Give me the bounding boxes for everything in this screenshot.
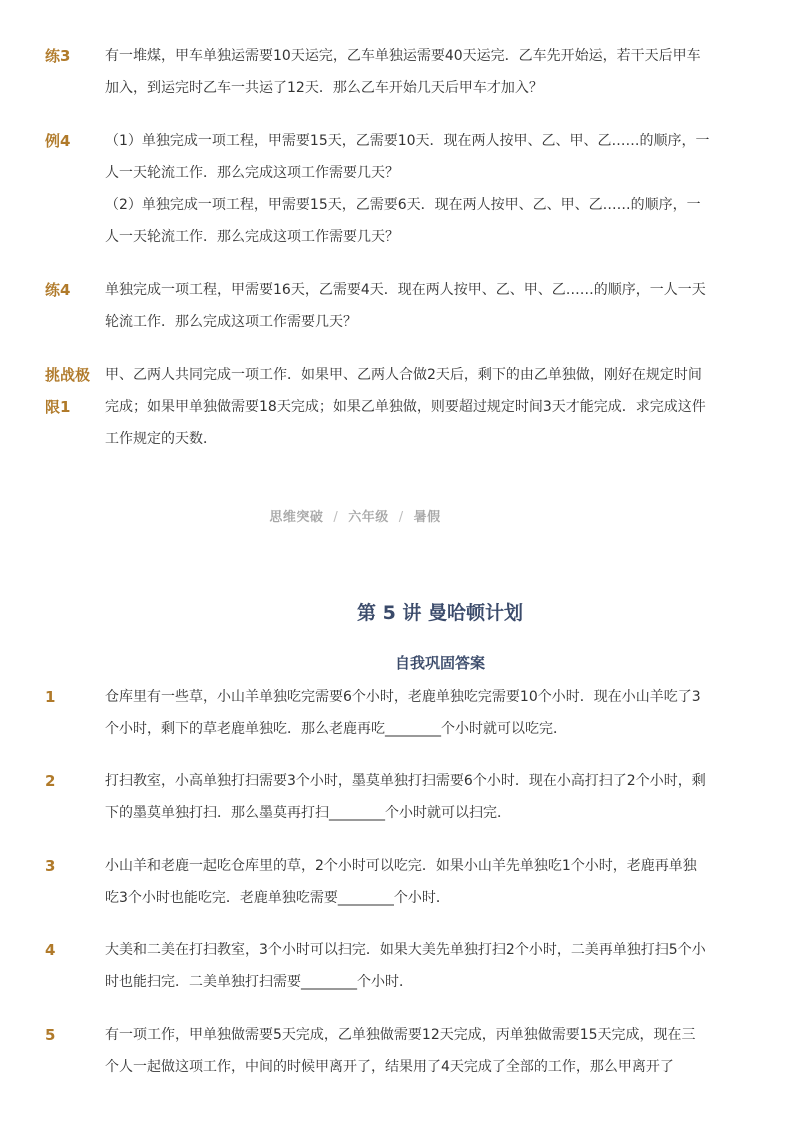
answer-number: 5 [45, 1026, 56, 1044]
problem-label: 例4 [45, 132, 71, 150]
problem-label-line: 挑战极 [45, 366, 91, 384]
footer-course: 思维突破 [269, 510, 324, 525]
problem-line: （2）单独完成一项工程，甲需要15天，乙需要6天．现在两人按甲、乙、甲、乙……的顺序，一 [105, 197, 701, 213]
problem-line: 轮流工作．那么完成这项工作需要几天？ [105, 314, 357, 330]
answer-text [105, 934, 715, 998]
problem-label: 练4 [45, 281, 71, 299]
answer-line: 个人一起做这项工作，中间的时候甲离开了，结果用了4天完成了全部的工作，那么甲离开了 [105, 1059, 674, 1075]
page-footer [0, 506, 710, 525]
answer-text [105, 850, 715, 914]
footer-separator: / [333, 510, 339, 525]
answer-line: 个小时，剩下的草老鹿单独吃．那么老鹿再吃________个小时就可以吃完． [105, 721, 567, 737]
answer-line: 仓库里有一些草，小山羊单独吃完需要6个小时，老鹿单独吃完需要10个小时．现在小山羊吃了3 [105, 689, 701, 705]
problem-line: 有一堆煤，甲车单独运需要10天运完，乙车单独运需要40天运完．乙车先开始运，若干天后甲车 [105, 48, 701, 64]
lecture-title: 第 5 讲 曼哈顿计划 [356, 602, 524, 624]
answer-line: 时也能扫完．二美单独打扫需要________个小时． [105, 974, 413, 990]
problem-label: 练3 [45, 47, 71, 65]
problem-text [105, 125, 715, 253]
answer-number: 3 [45, 857, 56, 875]
problem-line: （1）单独完成一项工程，甲需要15天，乙需要10天．现在两人按甲、乙、甲、乙……的顺序，一 [105, 133, 710, 149]
section-title: 自我巩固答案 [394, 654, 485, 672]
footer-separator: / [398, 510, 404, 525]
answer-line: 小山羊和老鹿一起吃仓库里的草，2个小时可以吃完．如果小山羊先单独吃1个小时，老鹿再单独 [105, 858, 697, 874]
answer-line: 大美和二美在打扫教室，3个小时可以扫完．如果大美先单独打扫2个小时，二美再单独打扫5个小 [105, 942, 706, 958]
answer-text [105, 765, 715, 829]
problem-line: 人一天轮流工作．那么完成这项工作需要几天？ [105, 165, 399, 181]
answer-line: 打扫教室，小高单独打扫需要3个小时，墨莫单独打扫需要6个小时．现在小高打扫了2个小时，剩 [105, 773, 706, 789]
answer-number: 2 [45, 772, 56, 790]
footer-term: 暑假 [413, 510, 441, 525]
problem-line: 人一天轮流工作．那么完成这项工作需要几天？ [105, 229, 399, 245]
footer-grade: 六年级 [348, 510, 389, 525]
problem-line: 甲、乙两人共同完成一项工作．如果甲、乙两人合做2天后，剩下的由乙单独做，刚好在规定时间 [105, 367, 702, 383]
problem-label-line: 限1 [45, 398, 71, 416]
problem-line: 工作规定的天数． [105, 431, 217, 447]
problem-line: 加入，到运完时乙车一共运了12天．那么乙车开始几天后甲车才加入？ [105, 80, 543, 96]
answer-text [105, 681, 715, 745]
problem-text [105, 274, 715, 338]
problem-text [105, 359, 715, 455]
problem-text [105, 40, 715, 104]
problem-line: 完成；如果甲单独做需要18天完成；如果乙单独做，则要超过规定时间3天才能完成．求完成这件 [105, 399, 706, 415]
answer-line: 吃3个小时也能吃完．老鹿单独吃需要________个小时． [105, 890, 450, 906]
answer-number: 1 [45, 688, 56, 706]
answer-number: 4 [45, 941, 56, 959]
problem-label [45, 359, 101, 423]
problem-line: 单独完成一项工程，甲需要16天，乙需要4天．现在两人按甲、乙、甲、乙……的顺序，一人一天 [105, 282, 706, 298]
answer-line: 下的墨莫单独打扫．那么墨莫再打扫________个小时就可以扫完． [105, 805, 511, 821]
answer-line: 有一项工作，甲单独做需要5天完成，乙单独做需要12天完成，丙单独做需要15天完成，现在三 [105, 1027, 696, 1043]
answer-text [105, 1019, 715, 1083]
